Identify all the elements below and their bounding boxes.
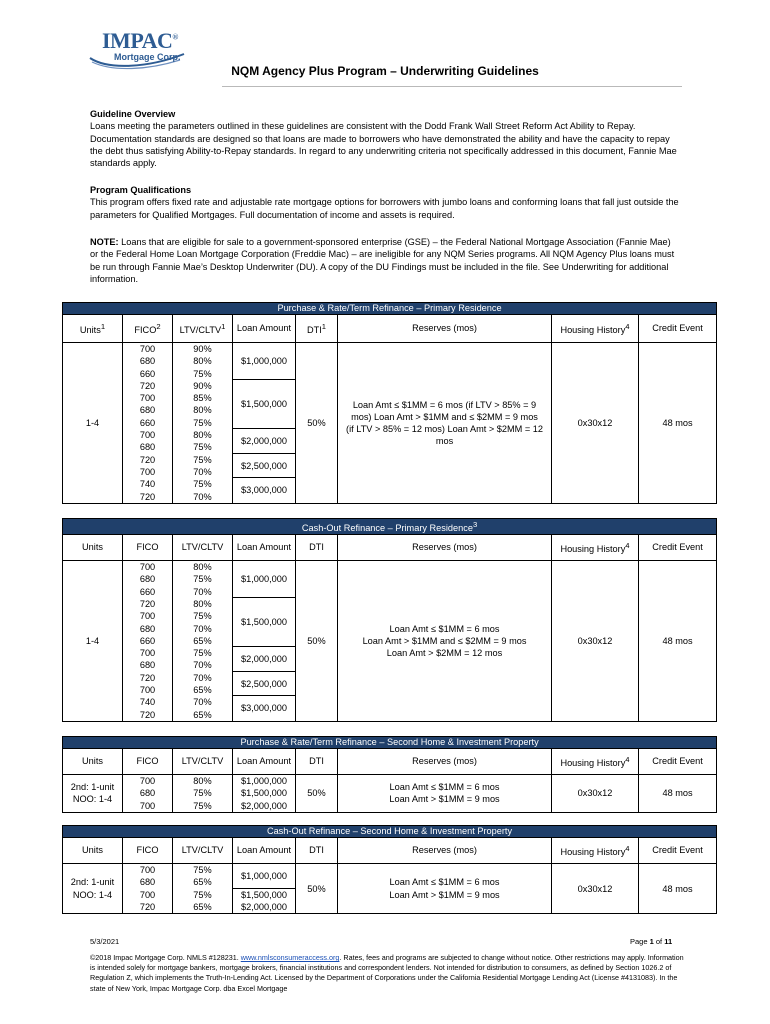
col-reserves: Reserves (mos) <box>338 749 552 775</box>
cell-reserves: Loan Amt ≤ $1MM = 6 mos Loan Amt > $1MM = 9 mos <box>338 864 552 914</box>
table-purchase-second-home <box>62 736 717 813</box>
cell-credit-event: 48 mos <box>639 864 717 914</box>
table-title: Purchase & Rate/Term Refinance – Second Home & Investment Property <box>63 737 717 749</box>
col-fico: FICO <box>123 838 173 864</box>
col-credit-event: Credit Event <box>639 749 717 775</box>
col-dti: DTI <box>296 838 338 864</box>
cell-dti: 50% <box>296 561 338 722</box>
note-label: NOTE: <box>90 237 119 247</box>
col-loan-amount: Loan Amount <box>233 535 296 561</box>
logo-subtitle: Mortgage Corp. <box>114 52 181 62</box>
cell-dti: 50% <box>296 864 338 914</box>
cell-ltv-list: 80% 75% 75% <box>173 775 233 813</box>
col-loan-amount: Loan Amount <box>233 838 296 864</box>
cell-loan-amount-list: $1,000,000 $1,500,000 $2,000,000 <box>233 864 296 914</box>
table-title: Purchase & Rate/Term Refinance – Primary Residence <box>63 303 717 315</box>
cell-credit-event: 48 mos <box>639 561 717 722</box>
col-reserves: Reserves (mos) <box>338 535 552 561</box>
cell-housing-history: 0x30x12 <box>552 561 639 722</box>
program-qualifications-section <box>90 184 680 221</box>
cell-ltv-list: 80% 75% 70% 80% 75% 70% 65% 75% 70% 70% 65% 70% 65% <box>173 561 233 722</box>
program-qualifications-text: This program offers fixed rate and adjustable rate mortgage options for borrowers with jumbo loans and conforming loans that fall just outside the parameters for Qualified Mortgages. Full documentation of income and assets is required. <box>90 197 679 220</box>
col-credit-event: Credit Event <box>639 838 717 864</box>
col-housing-history: Housing History$^4$ <box>552 315 639 343</box>
col-loan-amount: Loan Amount <box>233 315 296 343</box>
col-loan-amount: Loan Amount <box>233 749 296 775</box>
col-fico: FICO <box>123 535 173 561</box>
col-housing-history: Housing History$^4$ <box>552 749 639 775</box>
col-ltv: LTV/CLTV <box>173 749 233 775</box>
cell-units: 1-4 <box>63 561 123 722</box>
logo-wordmark: IMPAC® <box>102 28 178 53</box>
cell-loan-amount-list: $1,000,000 $1,500,000 $2,000,000 $2,500,000 $3,000,000 <box>233 561 296 722</box>
cell-housing-history: 0x30x12 <box>552 864 639 914</box>
table-title: Cash-Out Refinance – Second Home & Investment Property <box>63 826 717 838</box>
guideline-overview-section <box>90 108 680 169</box>
footer-legal-text: ©2018 Impac Mortgage Corp. NMLS #128231. www.nmlsconsumeraccess.org. Rates, fees and programs are subjected to change without notice. Other restrictions may apply. Information is intended solely for mortgage bankers, mortgage brokers, financial institutions and correspondent lenders. Not intended for distribution to consumers, as defined by Section 1026.2 of Regulation Z, which implements the Truth-In-Lending Act. Licensed by the Department of Corporations under the California Residential Mortgage Lending Act (License #4131083). In the state of New York, Impac Mortgage Corp. dba Excel Mortgage <box>90 953 684 993</box>
col-ltv: LTV/CLTV <box>173 838 233 864</box>
col-housing-history: Housing History$^4$ <box>552 535 639 561</box>
cell-units: 1-4 <box>63 343 123 504</box>
cell-dti: 50% <box>296 775 338 813</box>
page-title: NQM Agency Plus Program – Underwriting Guidelines <box>231 64 539 78</box>
nmls-link[interactable]: www.nmlsconsumeraccess.org <box>240 953 340 962</box>
col-dti: DTI <box>296 749 338 775</box>
title-divider <box>222 86 682 87</box>
note-section <box>90 236 680 285</box>
cell-units: 2nd: 1-unit NOO: 1-4 <box>63 864 123 914</box>
guideline-overview-heading: Guideline Overview <box>90 109 176 119</box>
table-title: Cash-Out Refinance – Primary Residence$^3$ <box>63 519 717 535</box>
cell-fico-list: 700 680 660 720 700 680 660 700 680 720 700 740 720 <box>123 343 173 504</box>
col-dti: DTI <box>296 535 338 561</box>
col-units: Units <box>63 838 123 864</box>
cell-fico-list: 700 680 700 <box>123 775 173 813</box>
col-credit-event: Credit Event <box>639 535 717 561</box>
table-cashout-primary <box>62 518 717 722</box>
col-fico: FICO$^2$ <box>123 315 173 343</box>
cell-loan-amount-list: $1,000,000 $1,500,000 $2,000,000 $2,500,000 $3,000,000 <box>233 343 296 504</box>
col-ltv: LTV/CLTV$^1$ <box>173 315 233 343</box>
cell-reserves: Loan Amt ≤ $1MM = 6 mos Loan Amt > $1MM and ≤ $2MM = 9 mos Loan Amt > $2MM = 12 mos <box>338 561 552 722</box>
cell-housing-history: 0x30x12 <box>552 775 639 813</box>
footer-date: 5/3/2021 <box>90 937 120 946</box>
cell-fico-list: 700 680 660 720 700 680 660 700 680 720 700 740 720 <box>123 561 173 722</box>
footer-page-number: Page 1 of 11 <box>630 937 673 946</box>
table-cashout-second-home <box>62 825 717 914</box>
note-text: Loans that are eligible for sale to a government-sponsored enterprise (GSE) – the Federal National Mortgage Association (Fannie Mae) or the Federal Home Loan Mortgage Corporation (Freddie Mac) – are ineligible for any NQM Series programs. All NQM Agency Plus loans must be run through Fannie Mae’s Desktop Underwriter (DU). A copy of the DU Findings must be included in the file. See Underwriting for additional information. <box>90 237 675 284</box>
cell-fico-list: 700 680 700 720 <box>123 864 173 914</box>
col-credit-event: Credit Event <box>639 315 717 343</box>
cell-ltv-list: 90% 80% 75% 90% 85% 80% 75% 80% 75% 75% 70% 75% 70% <box>173 343 233 504</box>
col-units: Units$^1$ <box>63 315 123 343</box>
cell-ltv-list: 75% 65% 75% 65% <box>173 864 233 914</box>
cell-credit-event: 48 mos <box>639 775 717 813</box>
col-dti: DTI$^1$ <box>296 315 338 343</box>
col-units: Units <box>63 749 123 775</box>
guideline-overview-text: Loans meeting the parameters outlined in these guidelines are consistent with the Dodd Frank Wall Street Reform Act Ability to Repay. Documentation standards are designed so that loans are made to borrowers who have demonstrated the ability and have the capacity to repay the debt thus satisfying Ability-to-Repay standards. In regard to any underwriting criteria not specifically addressed in this document, Fannie Mae standards apply. <box>90 121 677 169</box>
cell-reserves: Loan Amt ≤ $1MM = 6 mos (if LTV > 85% = 9 mos) Loan Amt > $1MM and ≤ $2MM = 9 mos (if LTV > 85% = 12 mos) Loan Amt > $2MM = 12 mos <box>338 343 552 504</box>
cell-credit-event: 48 mos <box>639 343 717 504</box>
cell-housing-history: 0x30x12 <box>552 343 639 504</box>
cell-reserves: Loan Amt ≤ $1MM = 6 mos Loan Amt > $1MM = 9 mos <box>338 775 552 813</box>
col-ltv: LTV/CLTV <box>173 535 233 561</box>
col-reserves: Reserves (mos) <box>338 315 552 343</box>
cell-loan-amount-list: $1,000,000 $1,500,000 $2,000,000 <box>233 775 296 813</box>
cell-units: 2nd: 1-unit NOO: 1-4 <box>63 775 123 813</box>
col-fico: FICO <box>123 749 173 775</box>
col-units: Units <box>63 535 123 561</box>
table-purchase-primary <box>62 302 717 504</box>
cell-dti: 50% <box>296 343 338 504</box>
col-reserves: Reserves (mos) <box>338 838 552 864</box>
col-housing-history: Housing History$^4$ <box>552 838 639 864</box>
program-qualifications-heading: Program Qualifications <box>90 185 192 195</box>
